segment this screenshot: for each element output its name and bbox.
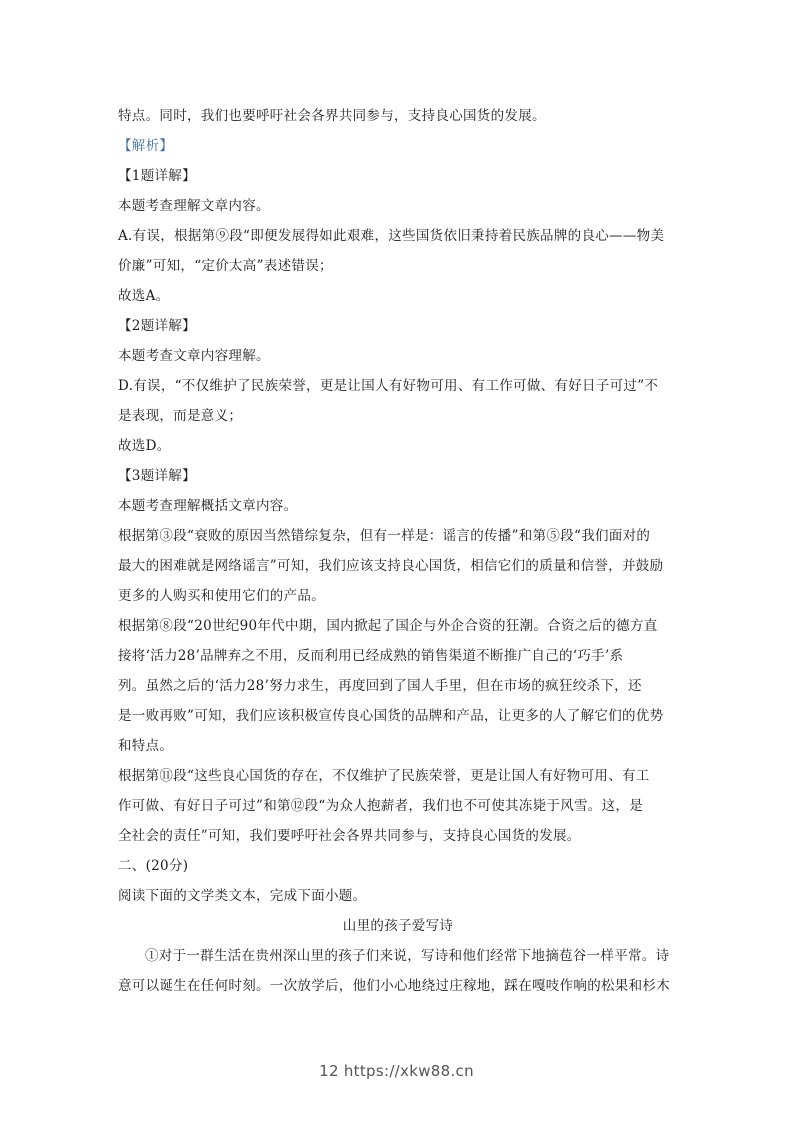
paragraph-line: 和特点。: [118, 738, 174, 754]
question-2-heading: 【2题详解】: [118, 318, 196, 334]
paragraph-line: 特点。同时，我们也要呼吁社会各界共同参与，支持良心国货的发展。: [118, 108, 546, 124]
section-instruction: 阅读下面的文学类文本，完成下面小题。: [118, 888, 367, 904]
section-heading: 二、(20分): [118, 858, 189, 874]
analysis-label: 【解析】: [118, 138, 174, 154]
paragraph-line: A.有误，根据第⑨段“即便发展得如此艰难，这些国货依旧秉持着民族品牌的良心——物美: [118, 228, 665, 244]
paragraph-line: 本题考查文章内容理解。: [118, 348, 270, 364]
paragraph-line: 本题考查理解文章内容。: [118, 198, 270, 214]
paragraph-line: 根据第⑧段“20世纪90年代中期，国内掀起了国企与外企合资的狂潮。合资之后的德方直: [118, 618, 658, 634]
paragraph-line: D.有误，“不仅维护了民族荣誉，更是让国人有好物可用、有工作可做、有好日子可过”不: [118, 378, 659, 394]
paragraph-line: 更多的人购买和使用它们的产品。: [118, 588, 325, 604]
paragraph-line: 接将‘活力28’品牌弃之不用，反而利用已经成熟的销售渠道不断推广自己的‘巧手’系: [118, 648, 624, 664]
paragraph-line: 是一败再败”可知，我们应该积极宣传良心国货的品牌和产品，让更多的人了解它们的优势: [118, 708, 664, 724]
answer-line: 故选D。: [118, 438, 171, 454]
paragraph-line: 根据第③段“衰败的原因当然错综复杂，但有一样是：谣言的传播”和第⑤段“我们面对的: [118, 528, 651, 544]
paragraph-line: 本题考查理解概括文章内容。: [118, 498, 298, 514]
answer-line: 故选A。: [118, 288, 170, 304]
article-paragraph-line: 意可以诞生在任何时刻。一次放学后，他们小心地绕过庄稼地，踩在嘎吱作响的松果和杉木: [118, 978, 670, 994]
paragraph-line: 列。虽然之后的‘活力28’努力求生，再度回到了国人手里，但在市场的疯狂绞杀下，还: [118, 678, 642, 694]
paragraph-line: 根据第⑪段“这些良心国货的存在，不仅维护了民族荣誉，更是让国人有好物可用、有工: [118, 768, 650, 784]
paragraph-line: 价廉”可知，“定价太高”表述错误；: [118, 258, 333, 274]
paragraph-line: 全社会的责任”可知，我们要呼吁社会各界共同参与，支持良心国货的发展。: [118, 828, 581, 844]
question-1-heading: 【1题详解】: [118, 168, 196, 184]
question-3-heading: 【3题详解】: [118, 468, 196, 484]
paragraph-line: 最大的困难就是网络谣言”可知，我们应该支持良心国货，相信它们的质量和信誉，并鼓励: [118, 558, 664, 574]
paragraph-line: 作可做、有好日子可过”和第⑫段“为众人抱薪者，我们也不可使其冻毙于风雪。这，是: [118, 798, 644, 814]
paragraph-line: 是表现，而是意义；: [118, 408, 243, 424]
article-paragraph-line: ①对于一群生活在贵州深山里的孩子们来说，写诗和他们经常下地摘苞谷一样平常。诗: [145, 948, 670, 964]
page-footer: 12 https://xkw88.cn: [319, 1062, 474, 1080]
article-title: 山里的孩子爱写诗: [342, 918, 454, 934]
